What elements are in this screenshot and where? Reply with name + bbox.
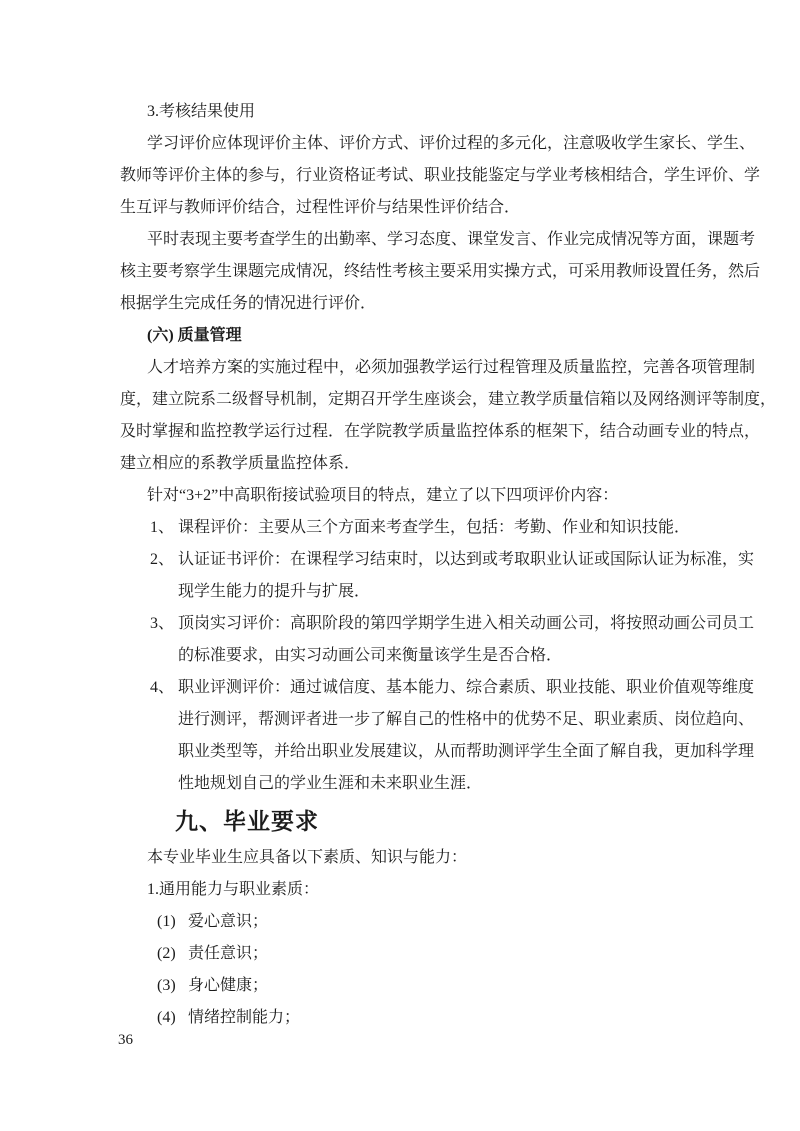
page-content bbox=[120, 96, 777, 1034]
text-line: 度，建立院系二级督导机制，定期召开学生座谈会，建立教学质量信箱以及网络测评等制度， bbox=[120, 391, 777, 408]
text-line: 教师等评价主体的参与，行业资格证考试、职业技能鉴定与学业考核相结合，学生评价、学 bbox=[120, 167, 761, 184]
item-number: (3) bbox=[157, 977, 176, 994]
list-number: 3、 bbox=[150, 615, 175, 632]
numbered-item bbox=[120, 1002, 685, 1034]
list-number: 4、 bbox=[150, 679, 175, 696]
numbered-item bbox=[120, 938, 685, 970]
text-line: 人才培养方案的实施过程中，必须加强教学运行过程管理及质量监控，完善各项管理制 bbox=[147, 359, 756, 376]
item-number: (1) bbox=[157, 913, 176, 930]
item-number: (2) bbox=[157, 945, 176, 962]
text-line: 本专业毕业生应具备以下素质、知识与能力： bbox=[147, 849, 468, 866]
list-item-line bbox=[120, 512, 691, 544]
list-item-continuation: 职业类型等，并给出职业发展建议，从而帮助测评学生全面了解自我，更加科学理 bbox=[178, 743, 755, 760]
text-line: 核主要考察学生课题完成情况，终结性考核主要采用实操方式，可采用教师设置任务，然后 bbox=[120, 263, 761, 280]
list-item-text: 顶岗实习评价：高职阶段的第四学期学生进入相关动画公司，将按照动画公司员工 bbox=[178, 615, 755, 632]
list-item-line bbox=[120, 608, 755, 640]
text-line: 建立相应的系教学质量监控体系． bbox=[120, 455, 361, 472]
text-line: 及时掌握和监控教学运行过程．在学院教学质量监控体系的框架下，结合动画专业的特点， bbox=[120, 423, 761, 440]
text-line: 3.考核结果使用 bbox=[147, 103, 256, 120]
list-item-text: 认证证书评价：在课程学习结束时，以达到或考取职业认证或国际认证为标准，实 bbox=[178, 551, 755, 568]
item-text: 爱心意识； bbox=[188, 913, 269, 930]
item-text: 情绪控制能力； bbox=[188, 1009, 301, 1026]
list-item-continuation: 的标准要求，由实习动画公司来衡量该学生是否合格． bbox=[178, 647, 563, 664]
chapter-heading: 九、毕业要求 bbox=[175, 808, 319, 834]
list-item-text: 课程评价：主要从三个方面来考查学生，包括：考勤、作业和知识技能． bbox=[178, 519, 691, 536]
item-number: (4) bbox=[157, 1009, 176, 1026]
page-number: 36 bbox=[118, 1032, 133, 1048]
list-item-continuation: 进行测评，帮测评者进一步了解自己的性格中的优势不足、职业素质、岗位趋向、 bbox=[178, 711, 755, 728]
text-line: 1.通用能力与职业素质： bbox=[147, 881, 320, 898]
numbered-item bbox=[120, 970, 685, 1002]
list-item-continuation: 性地规划自己的学业生涯和未来职业生涯． bbox=[178, 775, 483, 792]
section-heading-quality: (六) 质量管理 bbox=[147, 327, 242, 344]
text-line: 根据学生完成任务的情况进行评价． bbox=[120, 295, 377, 312]
list-item-text: 职业评测评价：通过诚信度、基本能力、综合素质、职业技能、职业价值观等维度 bbox=[178, 679, 755, 696]
list-item-line bbox=[120, 672, 755, 704]
item-text: 身心健康； bbox=[188, 977, 269, 994]
text-line: 生互评与教师评价结合，过程性评价与结果性评价结合． bbox=[120, 199, 521, 216]
list-number: 1、 bbox=[150, 519, 175, 536]
text-line: 学习评价应体现评价主体、评价方式、评价过程的多元化，注意吸收学生家长、学生、 bbox=[147, 135, 756, 152]
list-number: 2、 bbox=[150, 551, 175, 568]
text-line: 平时表现主要考查学生的出勤率、学习态度、课堂发言、作业完成情况等方面，课题考 bbox=[147, 231, 756, 248]
text-line: 针对“3+2”中高职衔接试验项目的特点，建立了以下四项评价内容： bbox=[147, 487, 619, 504]
item-text: 责任意识； bbox=[188, 945, 269, 962]
list-item-line bbox=[120, 544, 755, 576]
list-item-continuation: 现学生能力的提升与扩展． bbox=[178, 583, 371, 600]
numbered-item bbox=[120, 906, 685, 938]
